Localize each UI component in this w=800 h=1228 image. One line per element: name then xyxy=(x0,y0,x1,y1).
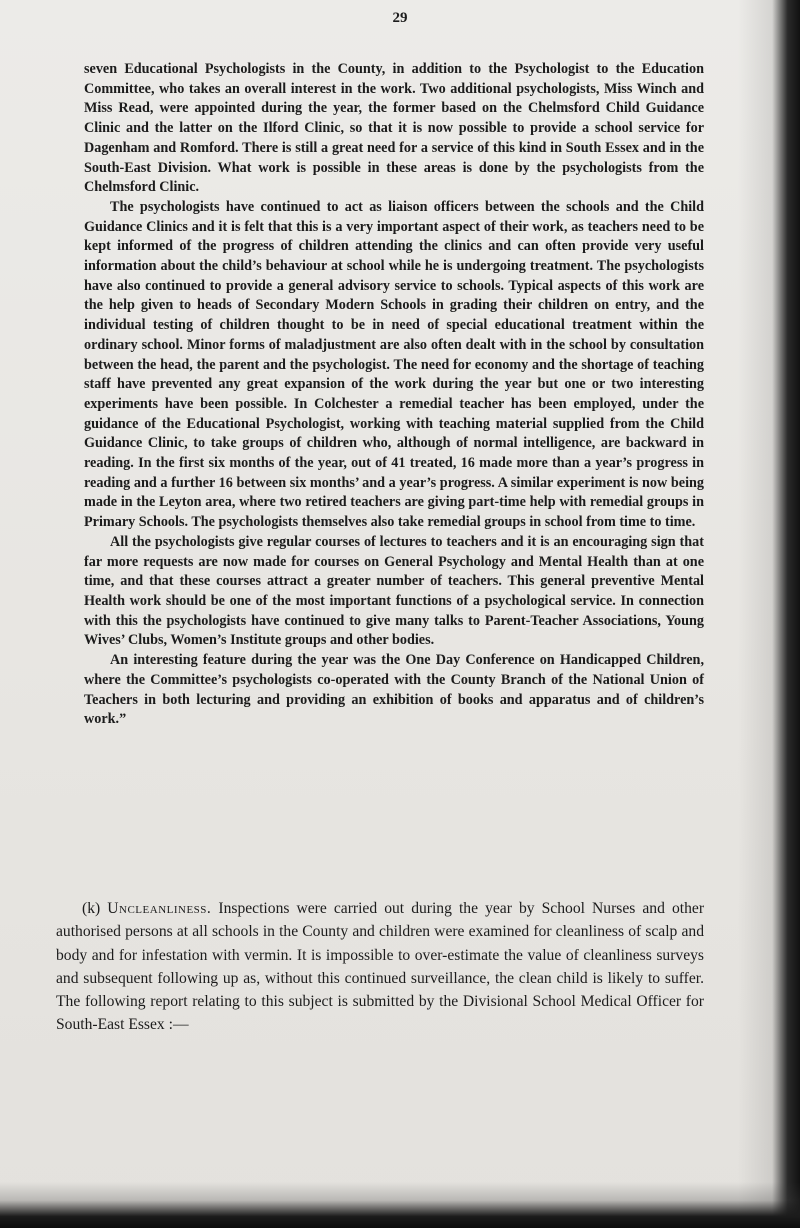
scan-shadow-bottom xyxy=(0,1182,800,1228)
section-label: (k) xyxy=(82,900,101,917)
paragraph-conference: An interesting feature during the year was the One Day Conference on Handicapped Children, where the Committee’s psychologists co-operated with the County Branch of the National Union of Teachers in both lecturing and providing an exhibition of books and apparatus and of children’s work.” xyxy=(84,652,704,728)
page-number: 29 xyxy=(392,10,408,26)
paragraph-liaison-work: The psychologists have continued to act as liaison officers between the schools and the Child Guidance Clinics and it is felt that this is a very important aspect of their work, as teachers need to be kept informed of the progress of children attending the clinics and can often provide very useful information about the child’s behaviour at school while he is undergoing treatment. The psychologists have also continued to provide a general advisory service to schools. Typical aspects of this work are the help given to heads of Secondary Modern Schools in grading their children on entry, and the individual testing of children thought to be in need of special educational treatment within the ordinary school. Minor forms of maladjustment are also often dealt with in the school by consultation between the head, the parent and the psychologist. The need for economy and the shortage of teaching staff have prevented any great expansion of the work during the year but one or two interesting experiments have been possible. In Colchester a remedial teacher has been employed, under the guidance of the Educational Psychologist, working with teaching material supplied from the Child Guidance Clinic, to take groups of children who, although of normal intelligence, are backward in reading. In the first six months of the year, out of 41 treated, 16 made more than a year’s progress in reading and a further 16 between six months’ and a year’s progress. A similar experiment is now being made in the Leyton area, where two retired teachers are giving part-time help with remedial groups in Primary Schools. The psychologists themselves also take remedial groups in school from time to time. xyxy=(84,198,704,531)
section-heading: Uncleanliness. xyxy=(107,900,212,917)
section-body: Inspections were carried out during the year by School Nurses and other authorised persons at all schools in the County and children were examined for cleanliness of scalp and body and for infestation with vermin. It is impossible to over-estimate the value of cleanliness surveys and subsequent following up as, without this continued surveillance, the clean child is likely to suffer. The following report relating to this subject is submitted by the Divisional School Medical Officer for South-East Essex :— xyxy=(56,900,705,1034)
section-uncleanliness xyxy=(56,897,704,1037)
paragraph-psychologists-staffing: seven Educational Psychologists in the County, in addition to the Psychologist to the Education Committee, who takes an overall interest in the work. Two additional psychologists, Miss Winch and Miss Read, were appointed during the year, the former based on the Chelmsford Child Guidance Clinic and the latter on the Ilford Clinic, so that it is now possible to provide a school service for Dagenham and Romford. There is still a great need for a service of this kind in South Essex and in the South-East Division. What work is possible in these areas is done by the psychologists from the Chelmsford Clinic. xyxy=(84,61,704,196)
quoted-report-text xyxy=(84,60,704,730)
scan-shadow-right xyxy=(738,0,800,1228)
paragraph-lectures: All the psychologists give regular courses of lectures to teachers and it is an encouraging sign that far more requests are now made for courses on General Psychology and Mental Health than at one time, and that these courses attract a greater number of teachers. This general preventive Mental Health work should be one of the most important functions of a psychological service. In connection with this the psychologists have continued to give many talks to Parent-Teacher Associations, Young Wives’ Clubs, Women’s Institute groups and other bodies. xyxy=(84,533,704,649)
